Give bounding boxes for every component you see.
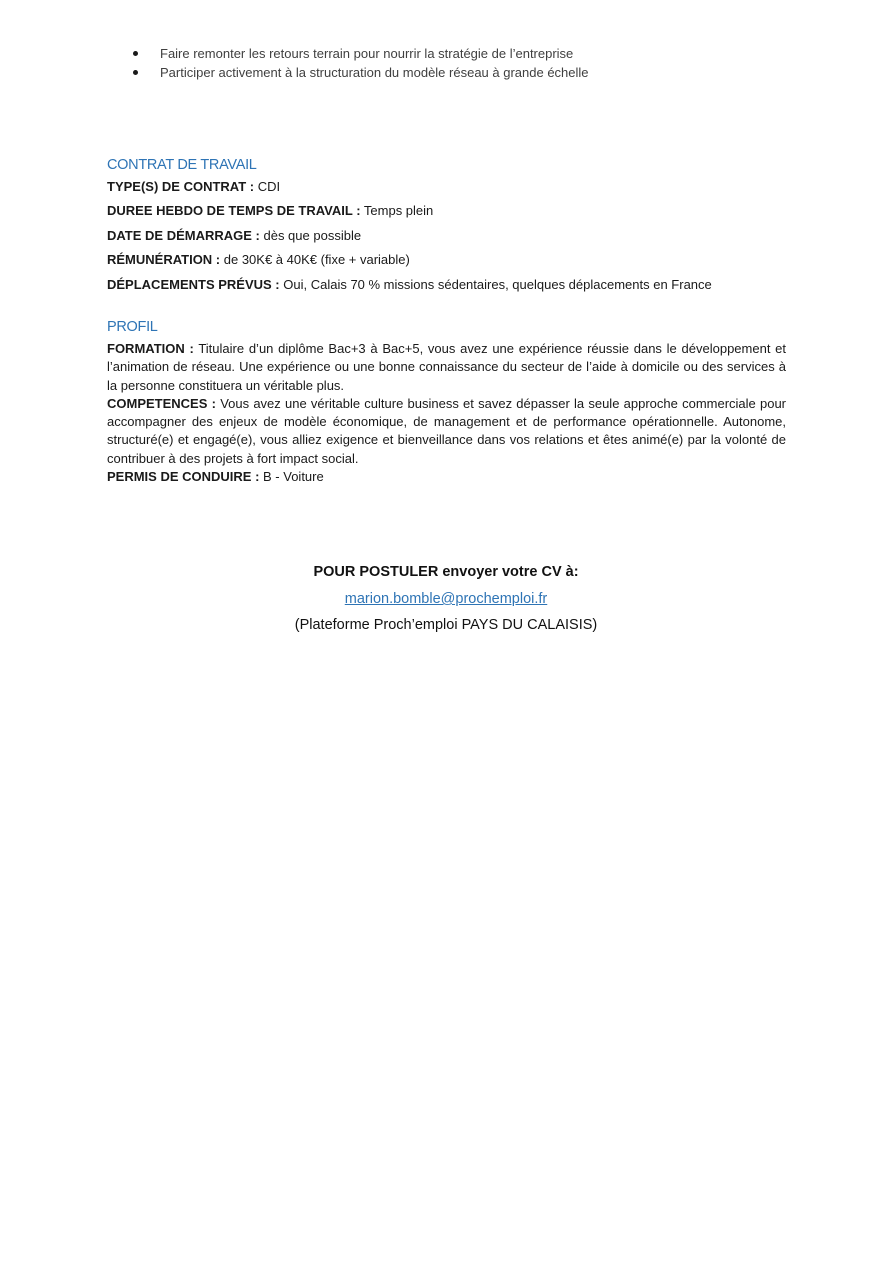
list-item — [107, 44, 787, 63]
work-time-value: Temps plein — [360, 203, 434, 219]
profil-details — [107, 340, 786, 486]
contract-type-row — [107, 178, 797, 202]
salary-row — [107, 251, 797, 275]
salary-value: de 30K€ à 40K€ (fixe + variable) — [220, 252, 410, 268]
list-item — [107, 63, 787, 82]
apply-email-link[interactable]: marion.bomble@prochemploi.fr — [344, 591, 548, 607]
bullet-icon — [133, 70, 138, 75]
apply-heading: POUR POSTULER envoyer votre CV à: — [313, 564, 579, 580]
permis-paragraph — [107, 468, 786, 486]
formation-text: Titulaire d’un diplôme Bac+3 à Bac+5, vous avez une expérience réussie dans le développement et l’animation de réseau. Une expérience ou une bonne connaissance du secteur de l’aide à domicile ou des services à la personne constituera un véritable plus. — [107, 341, 787, 393]
bullet-text: Participer activement à la structuration du modèle réseau à grande échelle — [160, 65, 589, 80]
contrat-details — [107, 178, 797, 300]
competences-text: Vous avez une véritable culture business et savez dépasser la seule approche commerciale pour accompagner des enjeux de modèle économique, de management et de performance opérationnelle. Autonome, structuré(e) et engagé(e), vous alliez exigence et bienveillance dans vos relations et êtes animé(e) par la volonté de contribuer à des projets à fort impact social. — [107, 395, 787, 466]
bullet-icon — [133, 51, 138, 56]
contract-type-value: CDI — [254, 179, 281, 194]
salary-label: RÉMUNÉRATION : — [107, 252, 221, 268]
profil-section-title: PROFIL — [107, 319, 158, 335]
start-date-value: dès que possible — [259, 227, 362, 243]
work-time-row — [107, 202, 797, 226]
contract-type-label: TYPE(S) DE CONTRAT : — [107, 179, 255, 194]
permis-text: B - Voiture — [259, 469, 324, 485]
mission-bullet-list — [107, 44, 787, 82]
travel-value: Oui, Calais 70 % missions sédentaires, quelques déplacements en France — [279, 276, 712, 292]
travel-row — [107, 276, 797, 300]
travel-label: DÉPLACEMENTS PRÉVUS : — [107, 276, 280, 292]
competences-label: COMPETENCES : — [107, 395, 216, 411]
work-time-label: DUREE HEBDO DE TEMPS DE TRAVAIL : — [107, 203, 361, 219]
contrat-section-title: CONTRAT DE TRAVAIL — [107, 157, 257, 173]
permis-label: PERMIS DE CONDUIRE : — [107, 469, 260, 485]
formation-paragraph — [107, 340, 786, 395]
competences-paragraph — [107, 395, 786, 468]
bullet-text: Faire remonter les retours terrain pour nourrir la stratégie de l’entreprise — [160, 46, 574, 61]
start-date-row — [107, 227, 797, 251]
formation-label: FORMATION : — [107, 341, 194, 356]
start-date-label: DATE DE DÉMARRAGE : — [107, 227, 260, 243]
apply-platform-text: (Plateforme Proch’emploi PAYS DU CALAISIS) — [294, 617, 598, 633]
